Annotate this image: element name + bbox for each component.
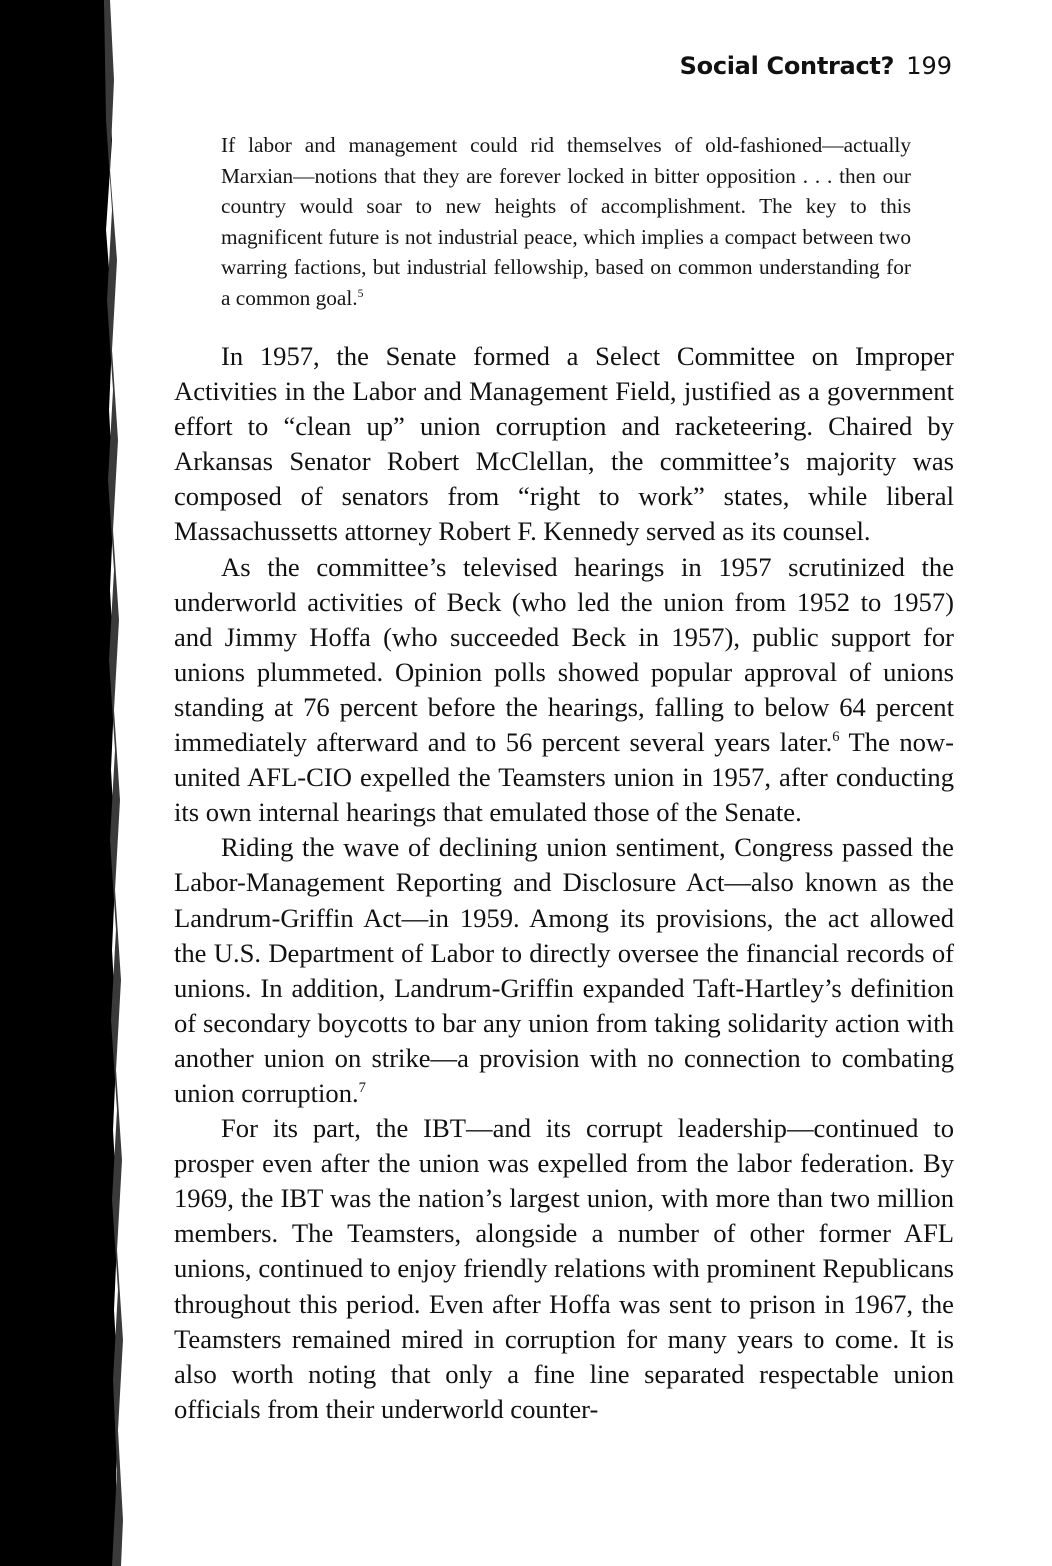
footnote-ref-7: 7 [358, 1080, 366, 1097]
paragraph-1 [174, 339, 954, 550]
paragraph-2-text-b: The now-united AFL-CIO expelled the Teamsters union in 1957, after conducting its own internal hearings that emulated those of the Senate. [174, 727, 954, 828]
paragraph-4-text: For its part, the IBT—and its corrupt leadership—continued to prosper even after the union was expelled from the labor federation. By 1969, the IBT was the nation’s largest union, with more than two million members. The Teamsters, alongside a number of other former AFL unions, continued to enjoy friendly relations with prominent Republicans throughout this period. Even after Hoffa was sent to prison in 1967, the Teamsters remained mired in corruption for many years to come. It is also worth noting that only a fine line separated respectable union officials from their underworld counter- [174, 1113, 954, 1424]
paragraph-2-text-a: As the committee’s televised hearings in 1957 scrutinized the underworld activities of Beck (who led the union from 1952 to 1957) and Jimmy Hoffa (who succeeded Beck in 1957), public support for unions plummeted. Opinion polls showed popular approval of unions standing at 76 percent before the hearings, falling to below 64 percent immediately afterward and to 56 percent several years later. [174, 551, 954, 758]
running-head [680, 52, 952, 80]
paragraph-4 [174, 1111, 954, 1427]
running-head-title: Social Contract? [679, 52, 895, 80]
page-number: 199 [906, 52, 952, 80]
body-text [174, 339, 954, 1427]
paragraph-3 [174, 830, 954, 1111]
block-quote [221, 130, 911, 313]
paragraph-2 [174, 550, 954, 831]
block-quote-text: If labor and management could rid themselves of old-fashioned—actually Marxian—notions that they are forever locked in bitter opposition . . . then our country would soar to new heights of accomplishment. The key to this magnificent future is not industrial peace, which implies a compact between two warring factions, but industrial fellowship, based on common understanding for a common goal. [221, 133, 911, 310]
paragraph-3-text: Riding the wave of declining union sentiment, Congress passed the Labor-Management Reporting and Disclosure Act—also known as the Landrum-Griffin Act—in 1959. Among its provisions, the act allowed the U.S. Department of Labor to directly oversee the financial records of unions. In addition, Landrum-Griffin expanded Taft-Hartley’s definition of secondary boycotts to bar any union from taking solidarity action with another union on strike—a provision with no connection to combating union corruption. [174, 832, 954, 1108]
footnote-ref-5: 5 [357, 286, 364, 300]
footnote-ref-6: 6 [832, 729, 840, 746]
paragraph-1-text: In 1957, the Senate formed a Select Committee on Improper Activities in the Labor and Management Field, justified as a government effort to “clean up” union corruption and racketeering. Chaired by Arkansas Senator Robert McClellan, the committee’s majority was composed of senators from “right to work” states, while liberal Massachussetts attorney Robert F. Kennedy served as its counsel. [174, 341, 954, 547]
